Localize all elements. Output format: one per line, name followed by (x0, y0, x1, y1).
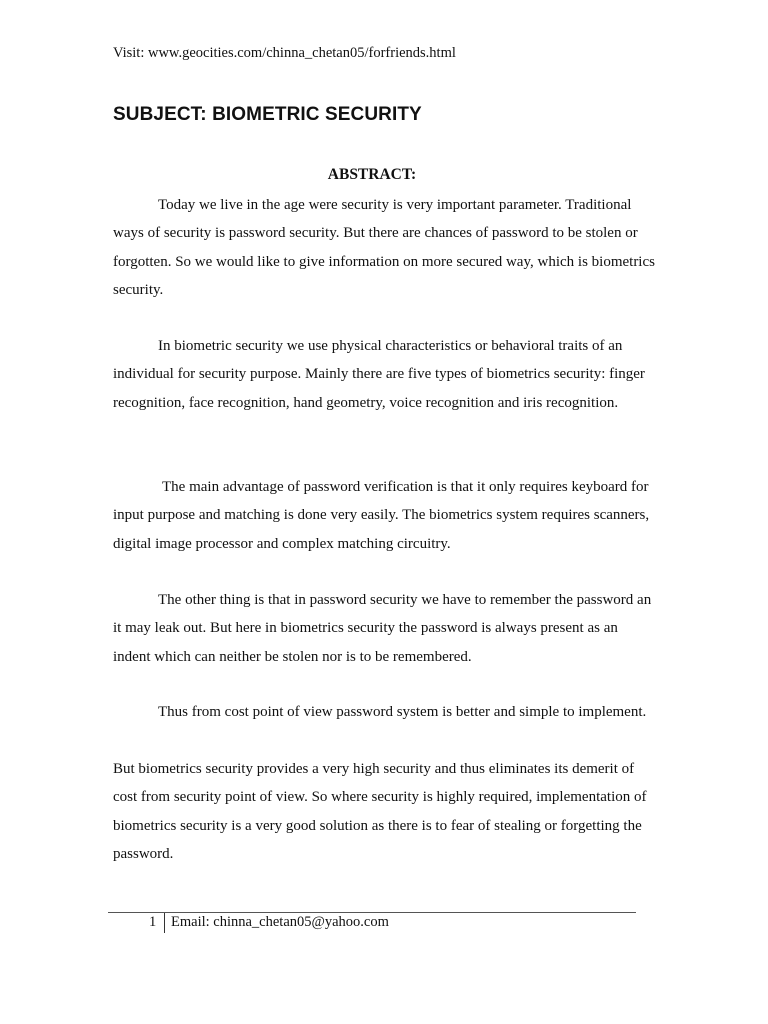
footer-divider-line (108, 912, 636, 913)
abstract-paragraph: The other thing is that in password security we have to remember the password an it may leak out. But here in biometrics security the password is always present as an indent which can neither be stolen nor is to be remembered. (113, 592, 652, 665)
abstract-heading: ABSTRACT: (327, 166, 417, 183)
document-subject-title: SUBJECT: BIOMETRIC SECURITY (113, 104, 422, 125)
abstract-paragraph: Thus from cost point of view password system is better and simple to implement. (158, 704, 647, 720)
footer-email: Email: chinna_chetan05@yahoo.com (171, 914, 389, 930)
abstract-paragraph: Today we live in the age were security is very important parameter. Traditional ways of security is password security. But there are chances of password to be stolen or forgotten. So we would like to give information on more secured way, which is biometrics security. (113, 197, 655, 298)
page-number: 1 (149, 914, 157, 930)
footer-vertical-bar (164, 913, 165, 933)
header-visit-line: Visit: www.geocities.com/chinna_chetan05/forfriends.html (113, 45, 456, 61)
abstract-paragraph: But biometrics security provides a very high security and thus eliminates its demerit of cost from security point of view. So where security is highly required, implementation of biometrics security is a very good solution as there is to fear of stealing or forgetting the password. (113, 761, 647, 862)
abstract-paragraph: In biometric security we use physical characteristics or behavioral traits of an individual for security purpose. Mainly there are five types of biometrics security: finger recognition, face recognition, hand geometry, voice recognition and iris recognition. (113, 338, 645, 411)
abstract-paragraph: The main advantage of password verification is that it only requires keyboard for input purpose and matching is done very easily. The biometrics system requires scanners, digital image processor and complex matching circuitry. (113, 479, 650, 552)
